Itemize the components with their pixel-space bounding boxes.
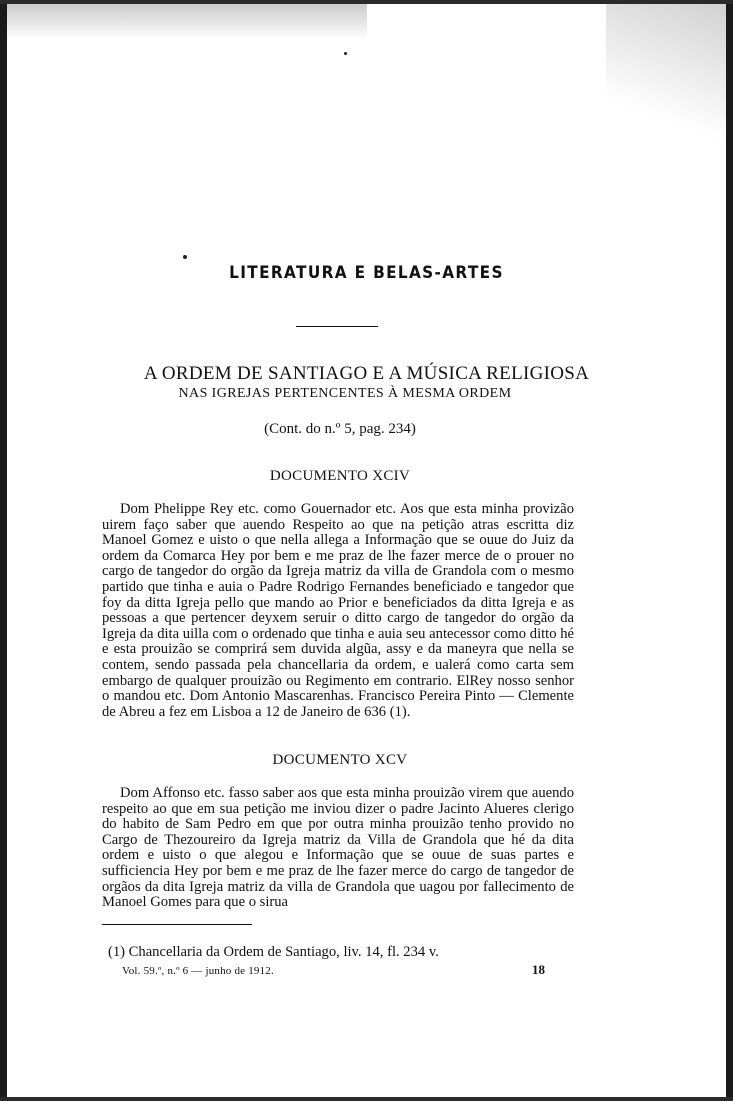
document-heading: DOCUMENTO XCV	[272, 752, 408, 768]
title-divider	[296, 326, 378, 327]
footnote: (1) Chancellaria da Ordem de Santiago, liv. 14, fl. 234 v.	[108, 944, 439, 960]
footnote-divider	[102, 924, 252, 925]
scan-shading-top	[7, 0, 367, 40]
article-subtitle: NAS IGREJAS PERTENCENTES À MESMA ORDEM	[178, 386, 512, 401]
document-body: Dom Affonso etc. fasso saber aos que esta minha prouizão virem que auendo respeito ao que em sua petição me inviou dizer o padre Jacinto Alueres clerigo do habito de Sam Pedro em que por outra minha prouizão tenho provido no Cargo de Thezoureiro da Igreja matriz da Villa de Grandola que hé da dita ordem e uisto o que alegou e Informação que se ouue de suas partes e sufficiencia Hey por bem e me praz de lhe fazer merce do cargo de tangedor de orgãos da dita Igreja matriz da villa de Grandola que uagou por fallecimento de Manoel Gomes para que o sirua	[102, 785, 574, 911]
section-title: LITERATURA E BELAS-ARTES	[229, 263, 504, 283]
document-body: Dom Phelippe Rey etc. como Gouernador etc. Aos que esta minha provizão uirem faço saber que auendo Respeito ao que na petição atras escritta diz Manoel Gomez e uisto o que nella allega a Informação que se ouue do Juiz da ordem da Comarca Hey por bem e me praz de lhe fazer merce de o prouer no cargo de tangedor do orgão da Igreja matriz da villa de Grandola com o mesmo partido que tinha e auia o Padre Rodrigo Fernandes beneficiado e tangedor que foy da ditta Igreja pello que mando ao Prior e beneficiados da ditta Igreja e as pessoas a que pertencer deyxem seruir o ditto cargo de tangedor do orgão da Igreja da dita uilla com o ordenado que tinha e auia seu antecessor como ditto hé e esta prouizão se comprirá sem duvida algũa, assy e da maneyra que nella se contem, sendo passada pela chancellaria da ordem, e ualerá como carta sem embargo de qualquer prouizão ou Regimento em contrario. ElRey nosso senhor o mandou etc. Dom Antonio Mascarenhas. Francisco Pereira Pinto — Clemente de Abreu a fez em Lisboa a 12 de Janeiro de 636 (1).	[102, 501, 574, 720]
scan-shading	[606, 0, 726, 160]
scan-border-left	[0, 0, 7, 1101]
continuation-note: (Cont. do n.º 5, pag. 234)	[264, 421, 416, 437]
ink-speck	[183, 255, 187, 259]
scan-border-bottom	[0, 1097, 733, 1101]
document-heading: DOCUMENTO XCIV	[269, 468, 411, 484]
scan-border-top	[0, 0, 733, 4]
page-number: 18	[532, 962, 545, 977]
article-title: A ORDEM DE SANTIAGO E A MÚSICA RELIGIOSA	[143, 363, 590, 384]
ink-speck	[344, 52, 347, 55]
volume-line: Vol. 59.º, n.º 6 — junho de 1912.	[122, 965, 274, 977]
scan-border-right	[726, 0, 733, 1101]
